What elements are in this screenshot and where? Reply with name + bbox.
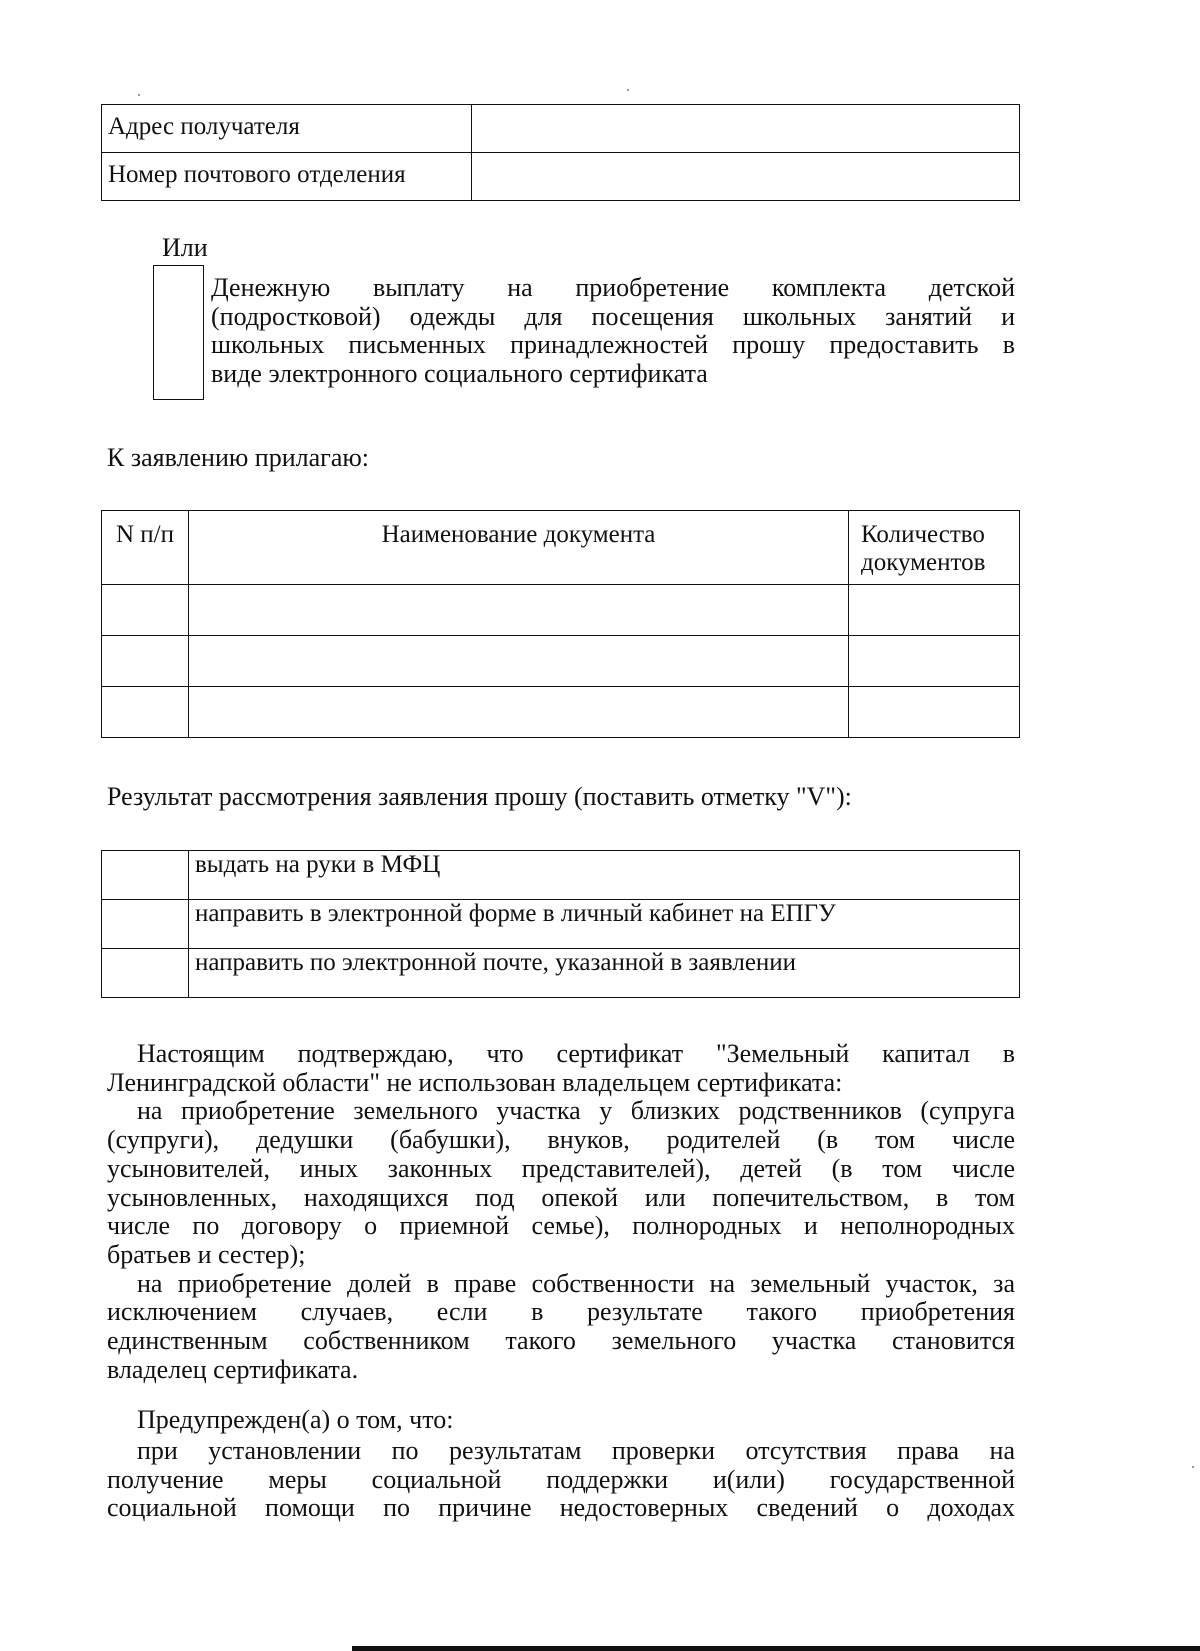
column-header-document-name: Наименование документа <box>189 511 849 585</box>
scan-speck <box>1192 1466 1194 1468</box>
text-line: при установлении по результатам проверки отсутствия права на <box>137 1436 1015 1465</box>
count-header-line: документов <box>861 549 986 576</box>
table-row <box>102 636 1020 687</box>
or-label: Или <box>162 233 208 262</box>
count-cell[interactable] <box>849 636 1020 687</box>
attachments-label: К заявлению прилагаю: <box>107 443 370 472</box>
table-row <box>102 105 1020 153</box>
text-line: владелец сертификата. <box>107 1354 359 1384</box>
text-line: на приобретение земельного участка у близких родственников (супруга <box>137 1096 1015 1126</box>
post-office-number-label: Номер почтового отделения <box>102 153 472 201</box>
table-row <box>102 153 1020 201</box>
certificate-option-text <box>211 274 1015 389</box>
text-line: получение меры социальной поддержки и(или) государственной <box>107 1464 1015 1494</box>
column-header-count <box>849 511 1020 585</box>
text-line: социальной помощи по причине недостоверных сведений о доходах <box>107 1493 1015 1523</box>
document-name-cell[interactable] <box>189 687 849 738</box>
count-cell[interactable] <box>849 585 1020 636</box>
column-header-number: N п/п <box>102 511 189 585</box>
confirmation-text <box>107 1040 1015 1384</box>
result-option-label: направить по электронной почте, указанной в заявлении <box>189 949 1020 998</box>
text-line: числе по договору о приемной семье), полнородных и неполнородных <box>107 1211 1015 1241</box>
text-line: усыновленных, находящихся под опекой или попечительством, в том <box>107 1182 1015 1212</box>
text-line: братьев и сестер); <box>107 1239 306 1269</box>
recipient-address-label: Адрес получателя <box>102 105 472 153</box>
table-row <box>102 949 1020 998</box>
result-options-table <box>101 850 1020 998</box>
warning-label: Предупрежден(а) о том, что: <box>137 1405 454 1434</box>
text-line: Денежную выплату на приобретение комплекта детской <box>211 273 1015 302</box>
recipient-address-field[interactable] <box>472 105 1020 153</box>
text-line: (супруги), дедушки (бабушки), внуков, родителей (в том числе <box>107 1125 1015 1155</box>
table-header-row <box>102 511 1020 585</box>
result-option-label: выдать на руки в МФЦ <box>189 851 1020 900</box>
scan-speck <box>138 94 140 96</box>
result-option-checkbox[interactable] <box>102 949 189 998</box>
text-line: на приобретение долей в праве собственности на земельный участок, за <box>137 1268 1015 1298</box>
text-line: Ленинградской области" не использован владельцем сертификата: <box>107 1067 843 1097</box>
result-option-checkbox[interactable] <box>102 900 189 949</box>
result-option-label: направить в электронной форме в личный кабинет на ЕПГУ <box>189 900 1020 949</box>
text-line: усыновителей, иных законных представителей), детей (в том числе <box>107 1153 1015 1183</box>
scan-edge-bar <box>352 1646 1200 1651</box>
table-row <box>102 585 1020 636</box>
document-name-cell[interactable] <box>189 585 849 636</box>
text-line: школьных письменных принадлежностей прошу предоставить в <box>211 330 1015 360</box>
table-row <box>102 900 1020 949</box>
table-row <box>102 687 1020 738</box>
text-line: виде электронного социального сертификата <box>211 359 708 389</box>
text-line: исключением случаев, если в результате такого приобретения <box>107 1297 1015 1327</box>
warning-text <box>107 1437 1015 1523</box>
text-line: единственным собственником такого земельного участка становится <box>107 1326 1015 1356</box>
number-cell[interactable] <box>102 585 189 636</box>
result-option-checkbox[interactable] <box>102 851 189 900</box>
recipient-table <box>101 104 1020 201</box>
count-header-line: Количество <box>861 521 985 548</box>
number-cell[interactable] <box>102 636 189 687</box>
table-row <box>102 851 1020 900</box>
text-line: (подростковой) одежды для посещения школьных занятий и <box>211 301 1015 331</box>
scan-speck <box>627 89 629 91</box>
document-name-cell[interactable] <box>189 636 849 687</box>
count-cell[interactable] <box>849 687 1020 738</box>
number-cell[interactable] <box>102 687 189 738</box>
certificate-option-checkbox[interactable] <box>153 265 204 400</box>
attachments-table <box>101 510 1020 738</box>
post-office-number-field[interactable] <box>472 153 1020 201</box>
result-label: Результат рассмотрения заявления прошу (поставить отметку "V"): <box>107 782 852 811</box>
text-line: Настоящим подтверждаю, что сертификат "Земельный капитал в <box>137 1039 1015 1068</box>
